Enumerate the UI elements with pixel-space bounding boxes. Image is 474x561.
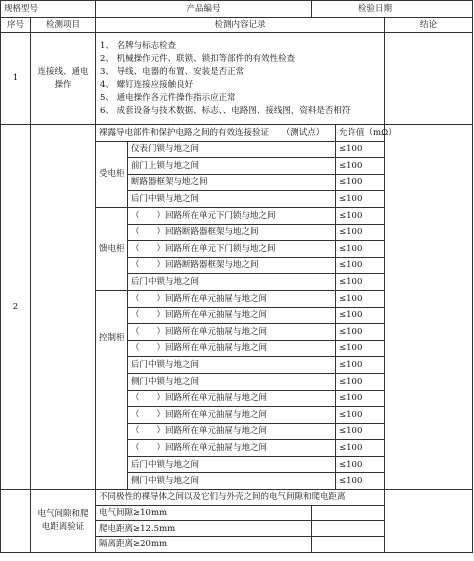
product-number-label: 产品编号 bbox=[96, 1, 312, 18]
test-point: 断路器框架与地之间 bbox=[128, 174, 336, 191]
allowed-value: ≤100 bbox=[336, 224, 385, 241]
distance-requirement: 隔离距离≥20mm bbox=[96, 537, 312, 553]
allowed-value: ≤100 bbox=[336, 473, 385, 490]
inspection-date-label: 检验日期 bbox=[312, 1, 473, 18]
column-header-row bbox=[1, 18, 473, 33]
allowed-value: ≤100 bbox=[336, 307, 385, 324]
test-point: （ ）回路所在单元抽屉与地之间 bbox=[128, 440, 336, 457]
test-point: 后门中锁与地之间 bbox=[128, 357, 336, 374]
column-content: 检测内容记录 bbox=[96, 18, 385, 33]
allowed-value: ≤100 bbox=[336, 456, 385, 473]
test-point: 后门中锁与地之间 bbox=[128, 456, 336, 473]
section-3-intro-row bbox=[1, 490, 473, 506]
section-1-item: 连接线、通电操作 bbox=[31, 33, 96, 125]
test-point: （ ）回路断路器框架与地之间 bbox=[128, 257, 336, 274]
section-3-intro: 不同极性的裸导体之间以及它们与外壳之间的电气间隙和爬电距离 bbox=[96, 490, 385, 506]
test-point: （ ）回路所在单元抽屉与地之间 bbox=[128, 324, 336, 341]
test-point: 后门中锁与地之间 bbox=[128, 274, 336, 291]
column-seq: 序号 bbox=[1, 18, 31, 33]
check-line: 4、 螺钉连接应接触良好 bbox=[100, 79, 194, 90]
section-2-seq: 2 bbox=[1, 125, 31, 490]
allowed-value: ≤100 bbox=[336, 257, 385, 274]
group-name: 受电柜 bbox=[96, 141, 128, 207]
allowed-value: ≤100 bbox=[336, 274, 385, 291]
section-3-item: 电气间隙和爬电距离验证 bbox=[31, 490, 96, 553]
distance-requirement: 爬电距离≥12.5mm bbox=[96, 521, 312, 537]
test-point: （ ）回路所在单元抽屉与地之间 bbox=[128, 340, 336, 357]
check-line: 2、 机械操作元件、联锁、锁扣等部件的有效性检查 bbox=[100, 53, 296, 64]
allowed-value: ≤100 bbox=[336, 340, 385, 357]
section-1-conclusion[interactable] bbox=[385, 33, 473, 125]
allowed-value: ≤100 bbox=[336, 440, 385, 457]
allowed-value: ≤100 bbox=[336, 174, 385, 191]
section-1-row bbox=[1, 33, 473, 125]
distance-value[interactable] bbox=[312, 521, 385, 537]
allowed-value: ≤100 bbox=[336, 390, 385, 407]
section-2-conclusion[interactable] bbox=[385, 125, 473, 490]
check-line: 3、 导线、电器的布置、安装是否正常 bbox=[100, 66, 245, 77]
distance-value[interactable] bbox=[312, 537, 385, 553]
section-2-intro: 裸露导电部件和保护电路之间的有效连接验证 （测试点） bbox=[96, 125, 336, 142]
test-point: （ ）回路所在单元抽屉与地之间 bbox=[128, 407, 336, 424]
model-label: 规格型号 bbox=[1, 1, 96, 18]
test-point: （ ）回路所在单元抽屉与地之间 bbox=[128, 290, 336, 307]
group-name: 馈电柜 bbox=[96, 207, 128, 290]
section-1-seq: 1 bbox=[1, 33, 31, 125]
section-2-intro-row bbox=[1, 125, 473, 142]
section-2-item bbox=[31, 125, 96, 490]
allowed-value: ≤100 bbox=[336, 158, 385, 175]
test-point: 仪表门锁与地之间 bbox=[128, 141, 336, 158]
group-name: 控制柜 bbox=[96, 290, 128, 489]
allowed-value: ≤100 bbox=[336, 324, 385, 341]
test-point: 侧门中锁与地之间 bbox=[128, 373, 336, 390]
column-conclusion: 结论 bbox=[385, 18, 473, 33]
allowed-value: ≤100 bbox=[336, 207, 385, 224]
allowed-value: ≤100 bbox=[336, 141, 385, 158]
test-point: （ ）回路断路器框架与地之间 bbox=[128, 224, 336, 241]
check-line: 6、 成套设备与技术数据、标志、、电路图、接线图，资料是否相符 bbox=[100, 105, 351, 116]
allowed-value: ≤100 bbox=[336, 290, 385, 307]
distance-requirement: 电气间隙≥10mm bbox=[96, 505, 312, 521]
allowed-value: ≤100 bbox=[336, 191, 385, 208]
test-point: 后门中锁与地之间 bbox=[128, 191, 336, 208]
allowed-value: ≤100 bbox=[336, 373, 385, 390]
test-point: （ ）回路所在单元下门锁与地之间 bbox=[128, 241, 336, 258]
test-point: （ ）回路所在单元下门锁与地之间 bbox=[128, 207, 336, 224]
allowed-value: ≤100 bbox=[336, 241, 385, 258]
column-item: 检测项目 bbox=[31, 18, 96, 33]
check-line: 5、 通电操作各元件操作指示应正常 bbox=[100, 92, 236, 103]
test-point: 前门上锁与地之间 bbox=[128, 158, 336, 175]
section-1-content bbox=[96, 33, 385, 125]
section-3-seq bbox=[1, 490, 31, 553]
header-row bbox=[1, 1, 473, 18]
test-point: 侧门中锁与地之间 bbox=[128, 473, 336, 490]
test-point: （ ）回路所在单元抽屉与地之间 bbox=[128, 307, 336, 324]
test-point: （ ）回路所在单元抽屉与地之间 bbox=[128, 390, 336, 407]
section-3-conclusion[interactable] bbox=[385, 490, 473, 553]
allowed-value: ≤100 bbox=[336, 423, 385, 440]
allowed-value: ≤100 bbox=[336, 357, 385, 374]
check-line: 1、 名牌与标志检查 bbox=[100, 40, 177, 51]
allowed-value: ≤100 bbox=[336, 407, 385, 424]
test-point: （ ）回路所在单元抽屉与地之间 bbox=[128, 423, 336, 440]
allowed-value-header: 允许值（mΩ） bbox=[336, 125, 385, 142]
distance-value[interactable] bbox=[312, 505, 385, 521]
